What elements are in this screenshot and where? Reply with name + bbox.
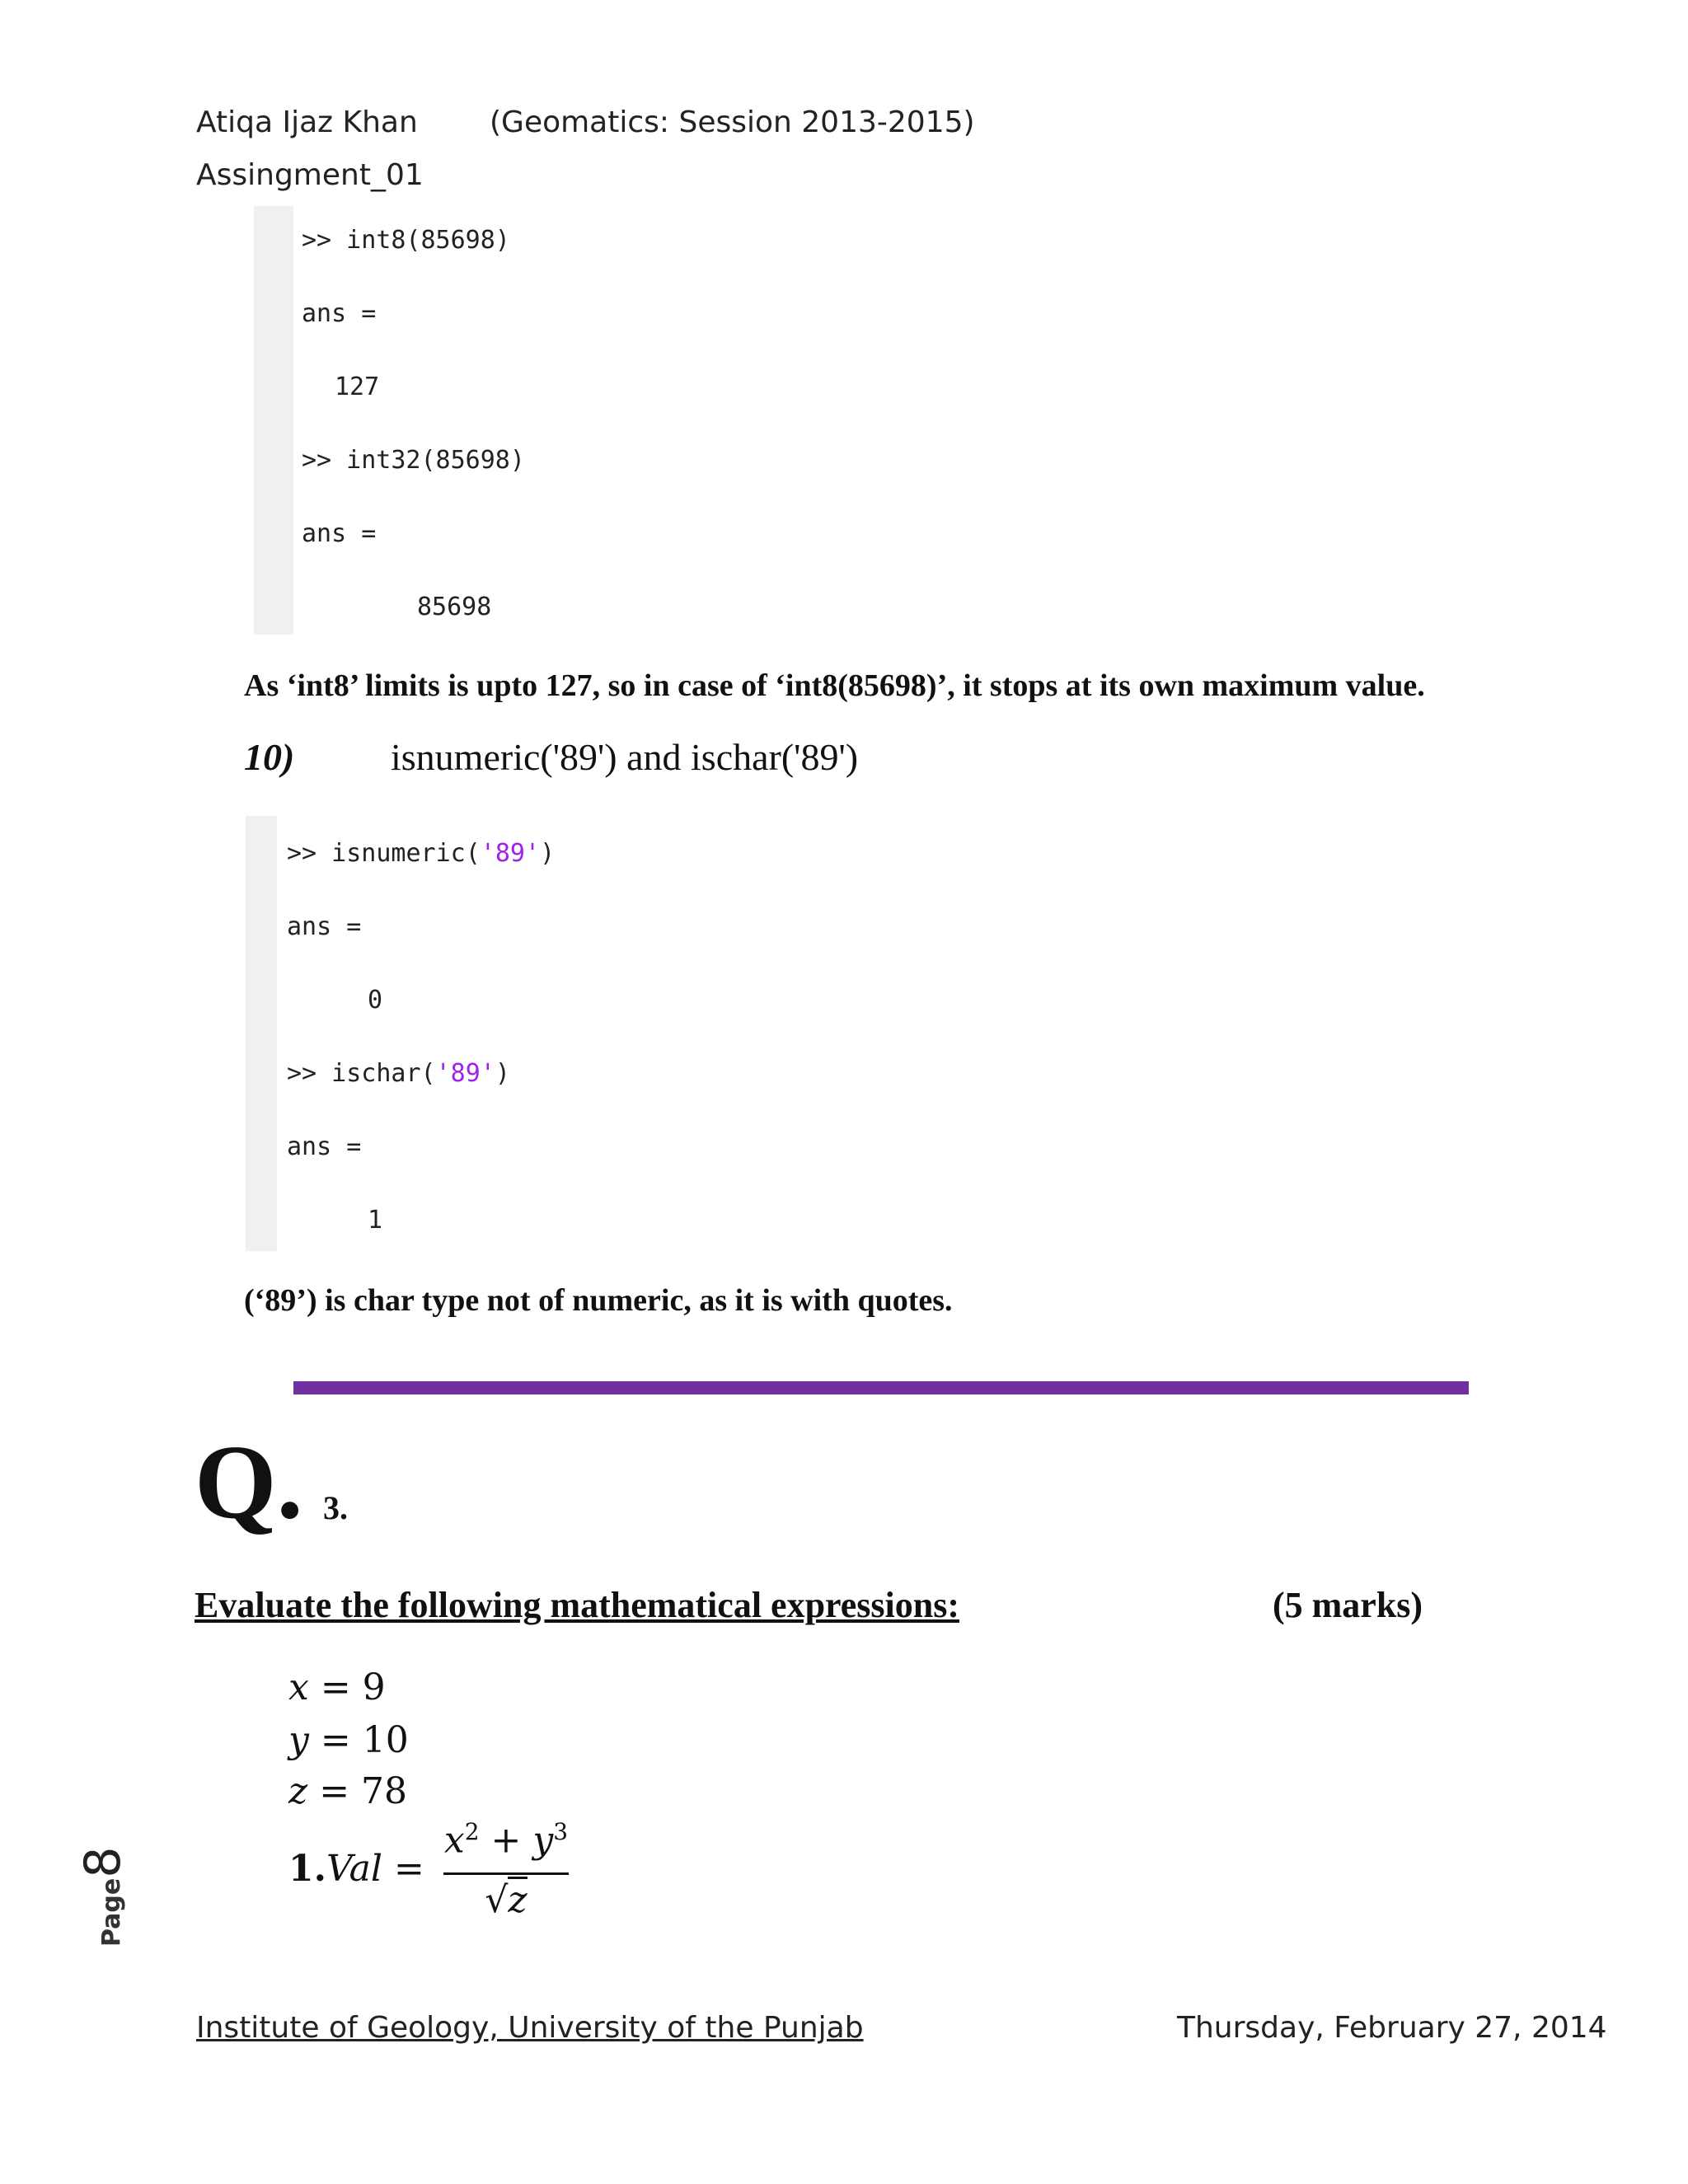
code-line: 85698 [417, 593, 492, 621]
code-line: ans = [287, 1132, 362, 1161]
assignment-label: Assingment_01 [196, 158, 424, 192]
question-text: isnumeric('89') and ischar('89') [391, 736, 859, 778]
question-num: 3. [323, 1489, 348, 1526]
session-label: (Geomatics: Session 2013-2015) [490, 105, 975, 139]
code-block-gutter [246, 816, 277, 1251]
int8-explanation: As ‘int8’ limits is upto 127, so in case of ‘int8(85698)’, it stops at its own maximum value. [244, 668, 1425, 703]
code-line: ans = [287, 912, 362, 941]
section-divider [293, 1381, 1469, 1394]
question-number: 10) [244, 736, 295, 778]
code-block-isnumeric [277, 816, 607, 1251]
code-line: >> int32(85698) [302, 446, 525, 475]
fraction-bar [443, 1872, 569, 1875]
question-letter: Q. [195, 1423, 303, 1540]
question-instruction: Evaluate the following mathematical expressions: [195, 1585, 960, 1625]
marks-label: (5 marks) [1273, 1585, 1423, 1625]
code-line: >> ischar('89') [287, 1059, 510, 1088]
code-line: 1 [368, 1206, 383, 1235]
char-explanation: (‘89’) is char type not of numeric, as it is with quotes. [244, 1283, 953, 1318]
page-number-label: Page8 [74, 1846, 132, 1947]
author-name: Atiqa Ijaz Khan [196, 105, 418, 139]
var-z: z = 78 [288, 1770, 408, 1812]
code-block-int8 [293, 206, 673, 635]
code-line: ans = [302, 519, 377, 548]
formula-label: 1.Val = [288, 1848, 424, 1890]
code-line: >> int8(85698) [302, 226, 510, 255]
var-y: y = 10 [288, 1719, 409, 1761]
code-line: ans = [302, 299, 377, 328]
var-x: x = 9 [288, 1666, 386, 1708]
code-block-gutter [254, 206, 293, 635]
formula-denominator: √z [442, 1879, 570, 1921]
footer-institute: Institute of Geology, University of the Punjab [196, 2011, 864, 2045]
code-line: >> isnumeric('89') [287, 839, 556, 868]
footer-date: Thursday, February 27, 2014 [1177, 2011, 1607, 2045]
code-line: 0 [368, 986, 383, 1015]
formula-numerator: $x^2 + y^3$ [443, 1818, 569, 1862]
code-line: 127 [335, 373, 380, 401]
